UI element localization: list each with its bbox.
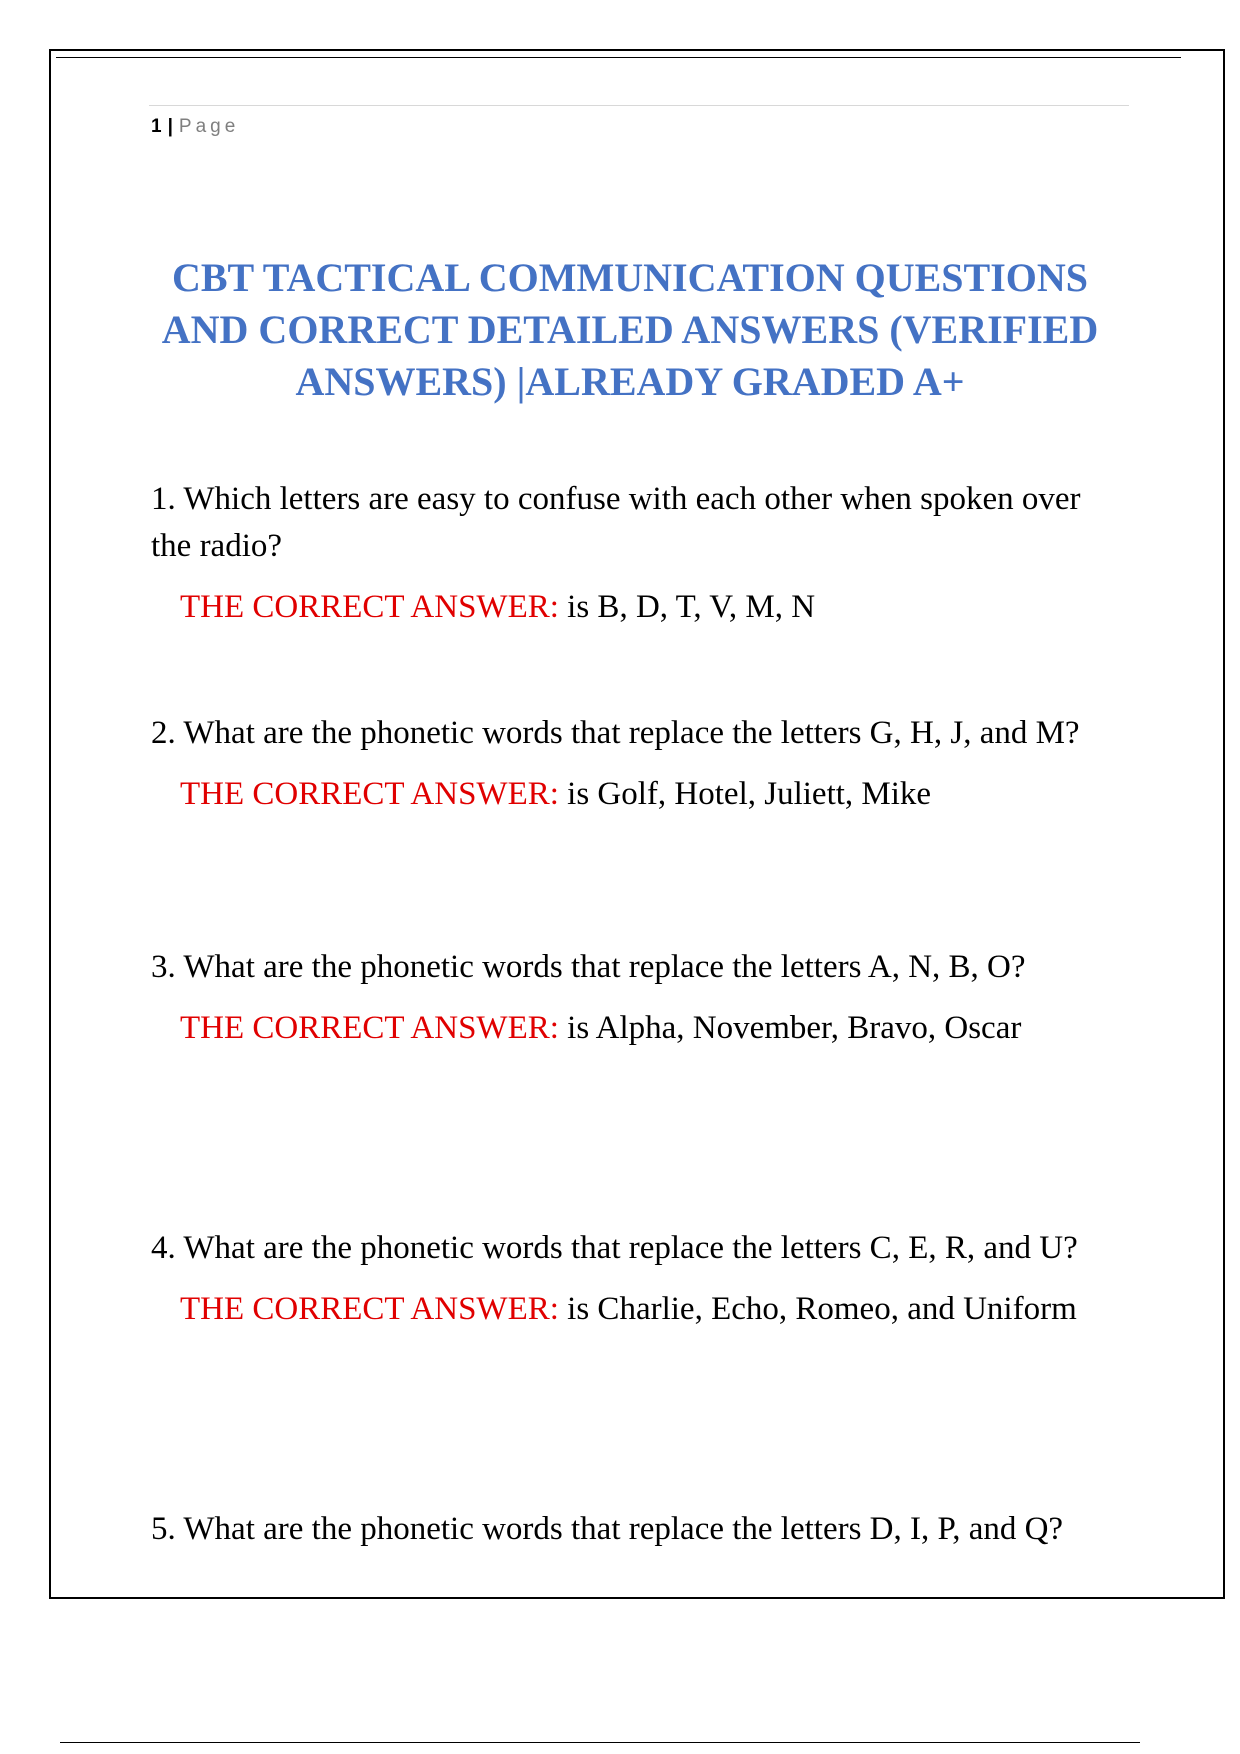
answer-label: THE CORRECT ANSWER: [180,1291,559,1327]
page-number-header [151,116,239,138]
answer-3 [151,1005,1111,1052]
footer-rule [60,1742,1140,1743]
page-number: 1 [151,116,164,137]
page-label: Page [178,116,240,137]
question-1: 1. Which letters are easy to confuse with each other when spoken over the radio? [151,481,1081,564]
answer-4 [151,1286,1111,1333]
page-number-separator: | [167,116,175,137]
answer-label: THE CORRECT ANSWER: [180,589,559,625]
answer-2 [151,771,1111,818]
answer-label: THE CORRECT ANSWER: [180,1010,559,1046]
answer-text: is Alpha, November, Bravo, Oscar [558,1010,1022,1046]
answer-label: THE CORRECT ANSWER: [180,776,559,812]
header-rule [149,105,1129,106]
question-5: 5. What are the phonetic words that replace the letters D, I, P, and Q? [151,1511,1064,1547]
qa-item-3 [151,944,1111,1052]
qa-item-5 [151,1506,1111,1553]
answer-1 [151,584,1111,631]
qa-item-4 [151,1225,1111,1333]
question-4: 4. What are the phonetic words that replace the letters C, E, R, and U? [151,1230,1078,1266]
answer-text: is Charlie, Echo, Romeo, and Uniform [558,1291,1077,1327]
question-3: 3. What are the phonetic words that replace the letters A, N, B, O? [151,949,1026,985]
answer-text: is B, D, T, V, M, N [558,589,816,625]
document-title: CBT TACTICAL COMMUNICATION QUESTIONS AND CORRECT DETAILED ANSWERS (VERIFIED ANSWERS) |ALREADY GRADED A+ [161,255,1099,404]
question-2: 2. What are the phonetic words that replace the letters G, H, J, and M? [151,715,1080,751]
top-double-rule [56,57,1181,58]
qa-item-1 [151,476,1111,631]
qa-item-2 [151,710,1111,818]
answer-text: is Golf, Hotel, Juliett, Mike [558,776,932,812]
